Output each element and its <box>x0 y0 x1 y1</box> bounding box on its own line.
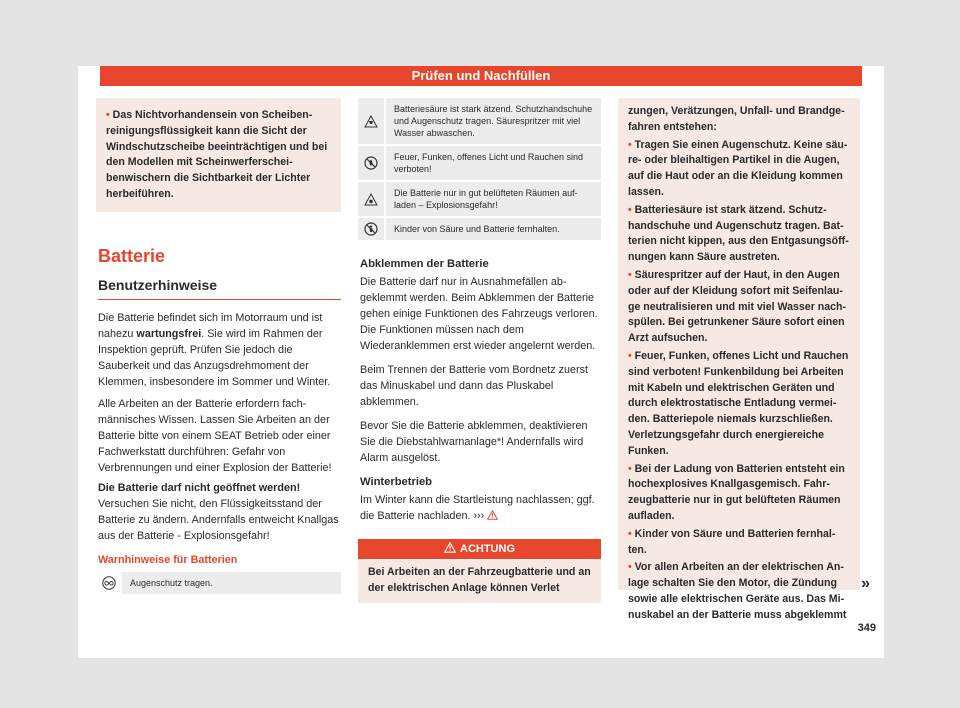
column-right <box>618 98 870 621</box>
explosion-warning-icon <box>358 182 386 216</box>
achtung-header: ACHTUNG <box>358 539 601 559</box>
list-item: • Tragen Sie einen Augenschutz. Keine säure- oder bleihaltigen Partikel in die Augen, auf die Haut oder an die Kleidung kommen lassen. <box>628 138 848 198</box>
list-item: • Kinder von Säure und Batterien fernhalten. <box>628 527 836 556</box>
warning-triangle-icon <box>444 540 456 560</box>
list-item: • Bei der Ladung von Batterien entsteht ein hochexplosives Knallgasgemisch. Fahrzeugbatterie nur in gut belüfteten Räumen aufladen. <box>628 462 845 522</box>
warning-row-acid: Batteriesäure ist stark ätzend. Schutzhandschuhe und Augenschutz tragen. Säurespritzer mit viel Wasser abwaschen. <box>358 98 601 146</box>
bullet-icon: • <box>628 561 635 574</box>
no-fire-icon <box>358 146 386 180</box>
warning-box-continued <box>96 98 341 212</box>
bullet-icon: • <box>628 138 635 151</box>
continue-mark: » <box>861 575 870 593</box>
column-middle <box>358 98 601 603</box>
list-item: • Vor allen Arbeiten an der elektrischen Anlage schalten Sie den Motor, die Zündung sowie alle elektrischen Geräte aus. Das Minuskabel an der Batterie muss abgeklemmt <box>628 561 847 621</box>
warning-text: Das Nichtvorhandensein von Scheibenreinigungsflüssigkeit kann die Sicht der Windschutzscheibe beeinträchtigen und bei den Modellen mit Scheinwerferscheibenwischern die Sichtbarkeit der Lichter herbeiführen. <box>106 109 328 200</box>
achtung-intro: zungen, Verätzungen, Unfall- und Brandgefahren entstehen: <box>628 105 845 133</box>
paragraph-1: Die Batterie befindet sich im Motorraum und ist nahezu wartungsfrei. Sie wird im Rahmen der Inspektion geprüft. Prüfen Sie jedoch die Sauberkeit und das Anzugsdrehmoment der Klemmen, insbesondere im Sommer und Winter. <box>98 311 331 388</box>
paragraph-2: Alle Arbeiten an der Batterie erfordern fachmännisches Wissen. Lassen Sie Arbeiten an der Batterie bitte von einem SEAT Betrieb oder einer Fachwerkstatt durchführen: Gefahr von Verbrennungen und einer Explosion der Batterie! <box>98 397 332 474</box>
paragraph-3: Versuchen Sie nicht, den Flüssigkeitsstand der Batterie zu ändern. Andernfalls entweicht Knallgas aus der Batterie - Explosionsgefahr! <box>98 497 339 542</box>
heading-disconnect: Abklemmen der Batterie <box>360 258 489 270</box>
battery-warning-table <box>358 98 601 242</box>
column-left <box>96 98 341 594</box>
list-item: • Feuer, Funken, offenes Licht und Rauchen sind verboten! Funkenbildung bei Arbeiten mit Kabeln und elektrischen Geräten und durch elektrostatische Entladung vermeiden. Batteriepole niemals kurzschließen. Verletzungsgefahr durch energiereiche Funken. <box>628 349 849 457</box>
warning-row-explosion: Die Batterie nur in gut belüfteten Räumen aufladen – Explosionsgefahr! <box>358 182 601 218</box>
warning-row-children: Kinder von Säure und Batterie fernhalten. <box>358 218 601 242</box>
warning-row-eye-protection <box>96 572 341 594</box>
bullet-icon: • <box>628 462 635 475</box>
paragraph-disconnect-3: Bevor Sie die Batterie abklemmen, deaktivieren Sie die Diebstahlwarnanlage*! Andernfalls wird Alarm ausgelöst. <box>360 420 588 464</box>
paragraph-3-title: Die Batterie darf nicht geöffnet werden! <box>98 481 301 494</box>
warning-triangle-icon <box>487 509 498 525</box>
warning-row-fire: Feuer, Funken, offenes Licht und Rauchen sind verboten! <box>358 146 601 182</box>
section-title: Batterie <box>98 245 166 266</box>
achtung-text: Bei Arbeiten an der Fahrzeugbatterie und an der elektrischen Anlage können Verlet <box>368 566 591 594</box>
page <box>78 66 884 658</box>
warnings-label: Warnhinweise für Batterien <box>98 553 238 566</box>
acid-warning-icon <box>358 98 386 144</box>
warning-text: Augenschutz tragen. <box>122 572 341 594</box>
bullet-icon: • <box>106 109 110 121</box>
bullet-icon: • <box>628 203 635 216</box>
bullet-icon: • <box>628 527 635 540</box>
heading-winter: Winterbetrieb <box>360 476 433 488</box>
paragraph-winter: Im Winter kann die Startleistung nachlassen; ggf. die Batterie nachladen. ››› <box>360 492 601 525</box>
list-item: • Batteriesäure ist stark ätzend. Schutzhandschuhe und Augenschutz tragen. Batterien nicht kippen, aus den Entgasungsöffnungen kann Säure austreten. <box>628 203 849 264</box>
page-number: 349 <box>857 622 876 634</box>
bullet-icon: • <box>628 268 635 281</box>
bullet-icon: • <box>628 349 635 362</box>
eye-protection-icon <box>96 576 122 590</box>
list-item: • Säurespritzer auf der Haut, in den Augen oder auf der Kleidung sofort mit Seifenlauge neutralisieren und mit viel Wasser nachspülen. Bei getrunkener Säure sofort einen Arzt aufsuchen. <box>628 268 847 345</box>
sub-title: Benutzerhinweise <box>98 277 341 300</box>
paragraph-disconnect-2: Beim Trennen der Batterie vom Bordnetz zuerst das Minuskabel und dann das Pluskabel abklemmen. <box>360 364 589 408</box>
keep-children-away-icon <box>358 218 386 240</box>
achtung-box-continued <box>618 98 870 621</box>
page-header: Prüfen und Nachfüllen <box>100 66 862 86</box>
paragraph-disconnect-1: Die Batterie darf nur in Ausnahmefällen abgeklemmt werden. Beim Abklemmen der Batterie gehen einige Funktionen des Fahrzeugs verloren. Die Funktionen müssen nach dem Wiederanklemmen erst wieder angelernt werden. <box>360 276 598 352</box>
achtung-box <box>358 539 601 603</box>
